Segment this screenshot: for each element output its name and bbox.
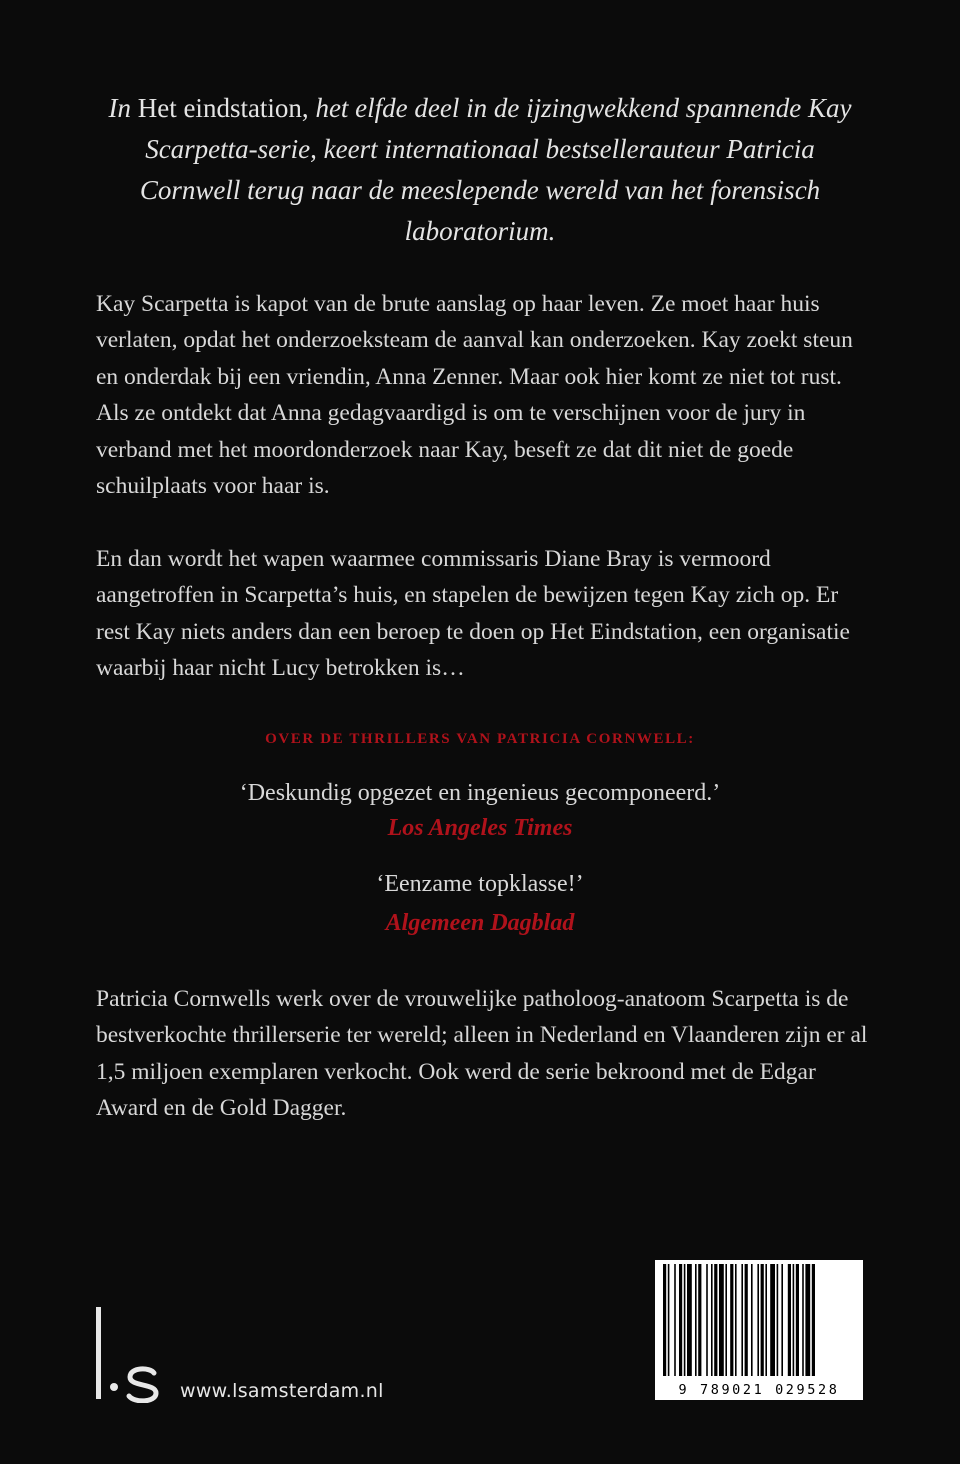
barcode-bar — [711, 1264, 713, 1376]
barcode-bar — [781, 1264, 783, 1376]
barcode-bar — [695, 1264, 697, 1376]
barcode-bar — [698, 1264, 701, 1376]
barcode-bar — [765, 1264, 767, 1376]
author-paragraph: Patricia Cornwells werk over de vrouwelijke patholoog-anatoom Scarpetta is de bestverkochte thrillerserie ter wereld; alleen in Nederland en Vlaanderen zijn er al 1,5 miljoen exemplaren verkocht. Ook werd de serie bekroond met de Edgar Award en de Gold Dagger. — [96, 986, 868, 1122]
barcode-bar — [796, 1264, 799, 1376]
barcode-bar — [761, 1264, 764, 1376]
barcode-bar — [706, 1264, 708, 1376]
review-source-1: Los Angeles Times — [387, 815, 573, 841]
intro-text: het elfde deel in de ijzingwekkend spannende Kay Scarpetta-serie, keert internationaal bestsellerauteur Patricia Cornwell terug naar de meeslepende wereld van het forensisch laboratorium. — [139, 93, 852, 246]
barcode-bar — [663, 1264, 666, 1376]
intro-blurb — [100, 88, 860, 252]
review-source-2: Algemeen Dagblad — [385, 910, 575, 936]
barcode-bar — [745, 1264, 748, 1376]
barcode-bar — [751, 1264, 753, 1376]
barcode-bar — [757, 1264, 759, 1376]
intro-lead: In — [108, 93, 131, 123]
barcode-bar — [805, 1264, 810, 1376]
review-quote-2: ‘Eenzame topklasse!’ — [376, 871, 584, 897]
barcode-bar — [714, 1264, 717, 1376]
barcode-bar — [788, 1264, 791, 1376]
barcode-bar — [730, 1264, 733, 1376]
reviews-heading: OVER DE THRILLERS VAN PATRICIA CORNWELL: — [265, 731, 695, 747]
barcode-bar — [725, 1264, 727, 1376]
isbn-barcode — [655, 1260, 863, 1400]
barcode-bar — [793, 1264, 795, 1376]
intro-book-title: Het eindstation, — [137, 93, 309, 123]
barcode-bar — [741, 1264, 743, 1376]
barcode-bar — [668, 1264, 670, 1376]
ls-logo-icon — [96, 1307, 166, 1403]
synopsis-paragraph-1: Kay Scarpetta is kapot van de brute aanslag op haar leven. Ze moet haar huis verlaten, opdat het onderzoeksteam de aanval kan onderzoeken. Kay zoekt steun en onderdak bij een vriendin, Anna Zenner. Maar ook hier komt ze niet tot rust. Als ze ontdekt dat Anna gedagvaardigd is om te verschijnen voor de jury in verband met het moordonderzoek naar Kay, beseft ze dat dit niet de goede schuilplaats voor haar is. — [96, 291, 853, 500]
barcode-bar — [684, 1264, 686, 1376]
barcode-bar — [770, 1264, 775, 1376]
barcode-bar — [802, 1264, 804, 1376]
barcode-bar — [777, 1264, 779, 1376]
barcode-bar — [812, 1264, 815, 1376]
barcode-bar — [719, 1264, 724, 1376]
review-quote-1: ‘Deskundig opgezet en ingenieus gecomponeerd.’ — [239, 780, 721, 806]
publisher-website: www.lsamsterdam.nl — [180, 1380, 384, 1402]
barcode-bar — [687, 1264, 692, 1376]
barcode-bar — [735, 1264, 737, 1376]
synopsis-paragraph-2: En dan wordt het wapen waarmee commissaris Diane Bray is vermoord aangetroffen in Scarpetta’s huis, en stapelen de bewijzen tegen Kay zich op. Er rest Kay niets anders dan een beroep te doen op Het Eindstation, een organisatie waarbij haar nicht Lucy betrokken is… — [96, 546, 850, 682]
isbn-number: 9 789021 029528 — [678, 1382, 840, 1398]
barcode-bar — [679, 1264, 682, 1376]
barcode-bar — [674, 1264, 676, 1376]
